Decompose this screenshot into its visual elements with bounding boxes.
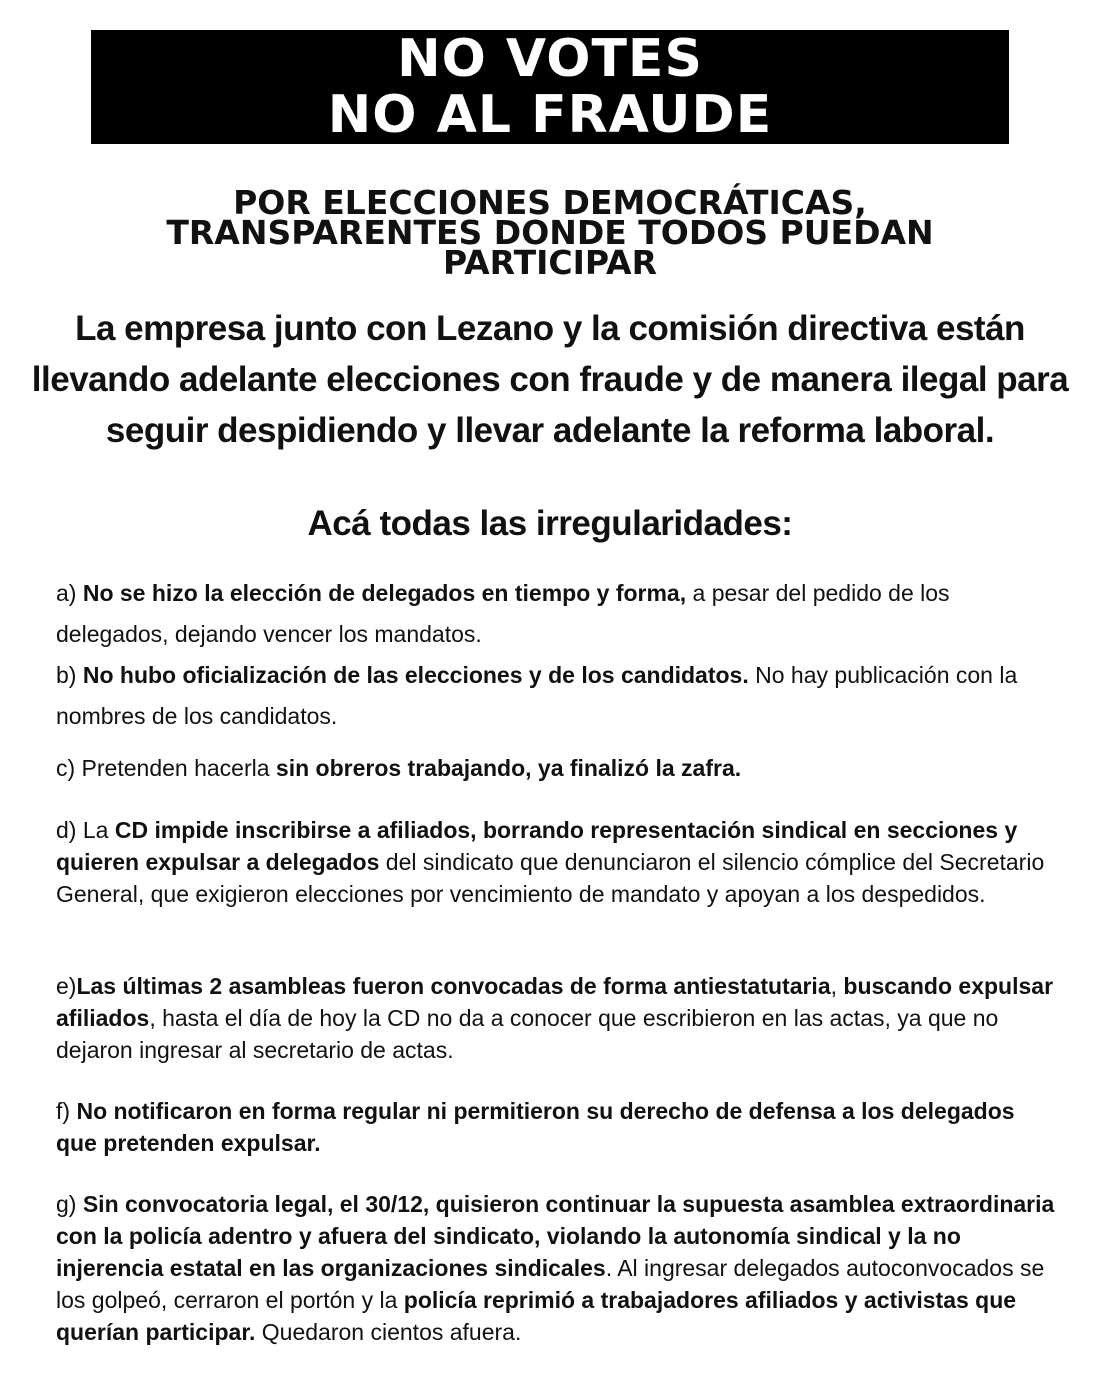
intro-paragraph: La empresa junto con Lezano y la comisión directiva están llevando adelante elecciones con fraude y de manera ilegal para seguir despidiendo y llevar adelante la reforma laboral. bbox=[31, 309, 1069, 450]
item-b-bold: No hubo oficialización de las elecciones y de los candidatos. bbox=[82, 662, 749, 688]
item-e-prefix: e) bbox=[56, 973, 77, 999]
item-g-text-1: . Al ingresar delegados autoconvocados se los golpeó, cerraron el portón y la bbox=[56, 1255, 1045, 1313]
item-f-bold: No notificaron en forma regular ni permitieron su derecho de defensa a los delegados que pretenden expulsar. bbox=[56, 1098, 1015, 1156]
headline-banner bbox=[91, 30, 1009, 144]
item-a-bold: No se hizo la elección de delegados en tiempo y forma, bbox=[82, 580, 687, 606]
subtitle-line-1: POR ELECCIONES DEMOCRÁTICAS, bbox=[233, 183, 867, 222]
irregularity-e bbox=[56, 970, 1056, 1066]
irregularity-g bbox=[56, 1188, 1056, 1348]
subtitle-line-3: PARTICIPAR bbox=[442, 243, 658, 282]
item-g-prefix: g) bbox=[56, 1191, 83, 1217]
item-b-prefix: b) bbox=[56, 662, 83, 688]
item-a-prefix: a) bbox=[56, 580, 83, 606]
item-e-text-1: , bbox=[830, 973, 844, 999]
item-c-prefix: c) Pretenden hacerla bbox=[56, 755, 276, 781]
headline-line-1: NO VOTES bbox=[397, 29, 703, 89]
irregularity-b bbox=[56, 655, 1056, 737]
item-a-text: a pesar del pedido de los delegados, dejando vencer los mandatos. bbox=[56, 580, 950, 647]
item-e-bold-1: Las últimas 2 asambleas fueron convocadas de forma antiestatutaria bbox=[76, 973, 831, 999]
item-c-bold: sin obreros trabajando, ya finalizó la zafra. bbox=[275, 755, 742, 781]
subtitle bbox=[60, 183, 1040, 282]
item-d-prefix: d) La bbox=[56, 817, 115, 843]
irregularity-c bbox=[56, 748, 1056, 789]
item-d-text: del sindicato que denunciaron el silencio cómplice del Secretario General, que exigieron elecciones por vencimiento de mandato y apoyan a los despedidos. bbox=[56, 849, 1045, 907]
item-e-text-2: , hasta el día de hoy la CD no da a conocer que escribieron en las actas, ya que no dejaron ingresar al secretario de actas. bbox=[56, 1005, 999, 1063]
item-d-bold: CD impide inscribirse a afiliados, borrando representación sindical en secciones y quieren expulsar a delegados bbox=[56, 817, 1018, 875]
irregularity-a bbox=[56, 573, 1056, 655]
irregularity-f bbox=[56, 1095, 1056, 1159]
headline-line-2: NO AL FRAUDE bbox=[327, 85, 773, 145]
item-g-bold-2: policía reprimió a trabajadores afiliados y activistas que querían participar. bbox=[56, 1287, 1017, 1345]
item-g-bold-1: Sin convocatoria legal, el 30/12, quisieron continuar la supuesta asamblea extraordinaria con la policía adentro y afuera del sindicato, violando la autonomía sindical y la no injerencia estatal en las organizaciones sindicales bbox=[56, 1191, 1055, 1281]
item-f-prefix: f) bbox=[56, 1098, 77, 1124]
irregularity-d bbox=[56, 814, 1056, 910]
item-b-text: No hay publicación con la nombres de los candidatos. bbox=[56, 662, 1018, 729]
irregularities-heading: Acá todas las irregularidades: bbox=[307, 504, 793, 543]
subtitle-line-2: TRANSPARENTES DONDE TODOS PUEDAN bbox=[166, 213, 934, 252]
item-g-text-2: Quedaron cientos afuera. bbox=[255, 1319, 522, 1345]
item-e-bold-2: buscando expulsar afiliados bbox=[56, 973, 1054, 1031]
